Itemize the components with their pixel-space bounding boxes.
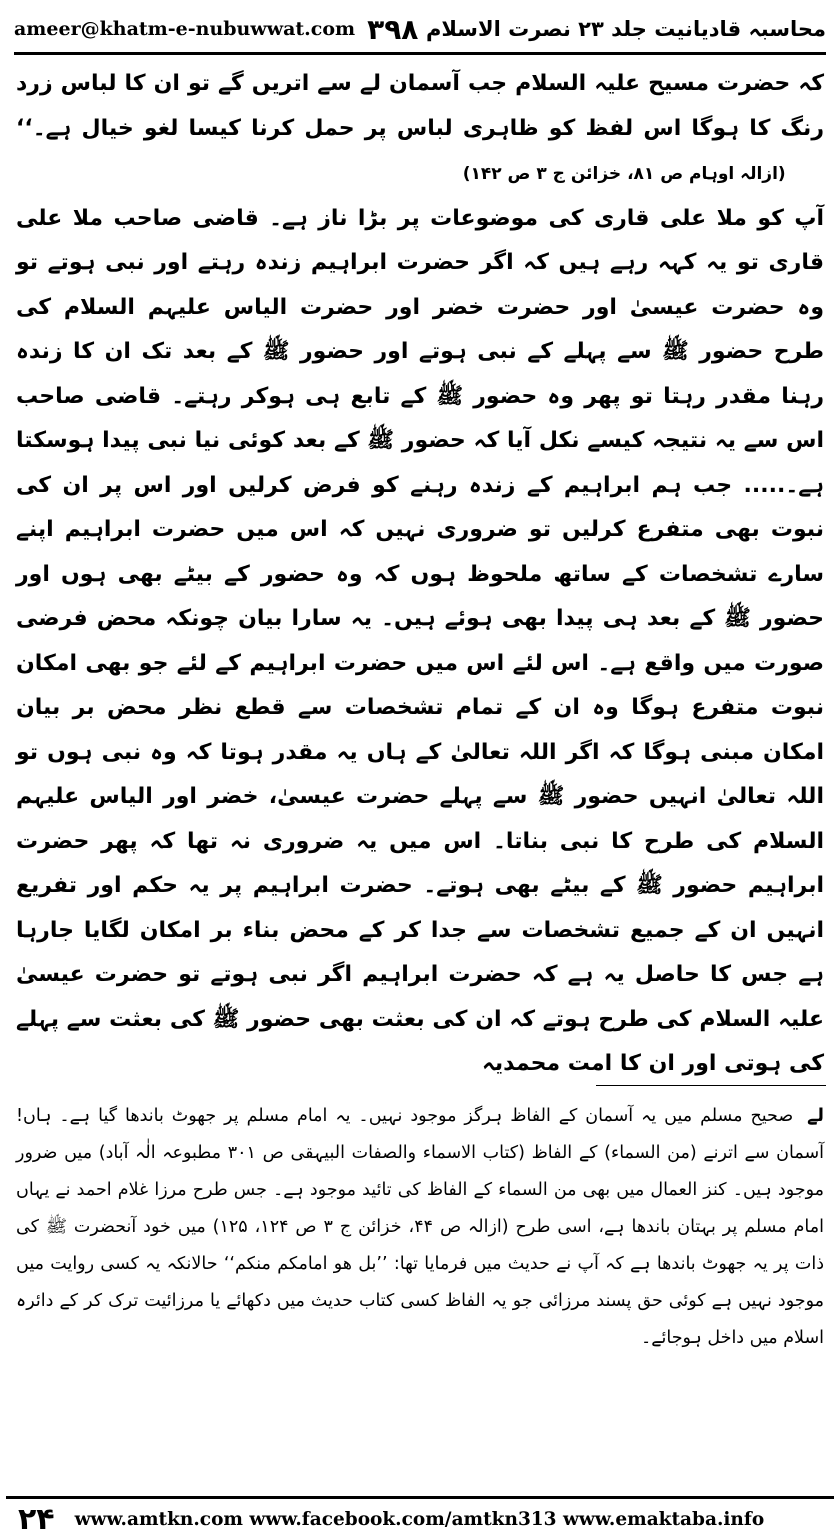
- paragraph: [16, 197, 824, 1087]
- footnote-marker: لے: [807, 1106, 824, 1126]
- reference-citation: (ازالہ اوہام ص ۸۱، خزائن ج ۳ ص ۱۴۲): [462, 164, 786, 184]
- main-text: [16, 62, 824, 1087]
- page-header: [14, 6, 826, 55]
- paragraph-text: آپ کو ملا علی قاری کی موضوعات پر بڑا ناز ہے۔ قاضی صاحب ملا علی قاری تو یہ کہہ رہے ہیں کہ اگر حضرت ابراہیم زندہ رہتے اور نبی ہوتے تو وہ حضرت عیسیٰ اور حضرت خضر اور حضرت الیاس علیہم السلام کی طرح حضور ﷺ سے پہلے کے نبی ہوتے اور حضور ﷺ کے بعد تک ان کا زندہ رہنا مقدر رہتا تو پھر وہ حضور ﷺ کے تابع ہی ہوکر رہتے۔ قاضی صاحب اس سے یہ نتیجہ کیسے نکل آیا کہ حضور ﷺ کے بعد کوئی نیا نبی پیدا ہوسکتا ہے۔..... جب ہم ابراہیم کے زندہ رہنے کو فرض کرلیں اور اس پر ان کی نبوت بھی متفرع کرلیں تو ضروری نہیں کہ اس میں حضرت ابراہیم اپنے سارے تشخصات کے ساتھ ملحوظ ہوں کہ وہ حضور کے بیٹے بھی ہوں اور حضور ﷺ کے بعد ہی پیدا بھی ہوئے ہیں۔ یہ سارا بیان چونکہ محض فرضی صورت میں واقع ہے۔ اس لئے اس میں حضرت ابراہیم کے لئے جو بھی امکان نبوت متفرع ہوگا وہ ان کے تمام تشخصات سے قطع نظر محض بر بیان امکان مبنی ہوگا کہ اگر اللہ تعالیٰ کے ہاں یہ مقدر ہوتا کہ وہ نبی ہوں تو اللہ تعالیٰ انہیں حضور ﷺ سے پہلے حضرت عیسیٰ، خضر اور الیاس علیہم السلام کی طرح کا نبی بناتا۔ اس میں یہ ضروری نہ تھا کہ پھر حضرت ابراہیم حضور ﷺ کے بیٹے بھی ہوتے۔ حضرت ابراہیم پر یہ حکم اور تفریع انہیں ان کے جمیع تشخصات سے جدا کر کے محض بناء بر امکان لگایا جارہا ہے جس کا حاصل یہ ہے کہ حضرت ابراہیم اگر نبی ہوتے تو حضرت عیسیٰ علیہ السلام کی طرح ہوتے کہ ان کی بعثت بھی حضور ﷺ کی بعثت سے پہلے کی ہوتی اور ان کا امت محمدیہ: [16, 205, 824, 1076]
- paragraph: [16, 62, 824, 197]
- header-left: [14, 13, 418, 46]
- header-email: ameer@khatm-e-nubuwwat.com: [14, 18, 356, 40]
- header-title: محاسبہ قادیانیت جلد ۲۳ نصرت الاسلام: [425, 17, 826, 41]
- paragraph-text: کہ حضرت مسیح علیہ السلام جب آسمان لے سے اتریں گے تو ان کا لباس زرد رنگ کا ہوگا اس لفظ کو ظاہری لباس پر حمل کرنا کیسا لغو خیال ہے۔‘‘: [16, 71, 824, 141]
- footnote-divider: [596, 1085, 826, 1086]
- page-footer: [6, 1496, 834, 1539]
- footer-page-number: ۲۴: [18, 1501, 55, 1537]
- header-page-number: ۳۹۸: [367, 12, 419, 46]
- footnote-text: صحیح مسلم میں یہ آسمان کے الفاظ ہرگز موجود نہیں۔ یہ امام مسلم پر جھوٹ باندھا گیا ہے۔ ہاں! آسمان سے اترنے (من السماء) کے الفاظ (کتاب الاسماء والصفات البیہقی ص ۳۰۱ مطبوعہ الٰہ آباد) میں ضرور موجود ہیں۔ کنز العمال میں بھی من السماء کے الفاظ کی تائید موجود ہے۔ جس طرح مرزا غلام احمد نے یہاں امام مسلم پر بہتان باندھا ہے، اسی طرح (ازالہ ص ۴۴، خزائن ج ۳ ص ۱۲۴، ۱۲۵) میں خود آنحضرت ﷺ کی ذات پر یہ جھوٹ باندھا ہے کہ آپ نے حدیث میں فرمایا تھا: ’’بل ھو امامکم منکم‘‘ حالانکہ یہ کسی روایت میں موجود نہیں ہے کوئی حق پسند مرزائی جو یہ الفاظ کسی کتاب حدیث میں دکھائے یا مرزائیت ترک کر کے دائرہ اسلام میں داخل ہوجائے۔: [16, 1106, 824, 1348]
- footer-urls: www.amtkn.com www.facebook.com/amtkn313 www.emaktaba.info: [74, 1508, 765, 1530]
- footnote: [16, 1098, 824, 1357]
